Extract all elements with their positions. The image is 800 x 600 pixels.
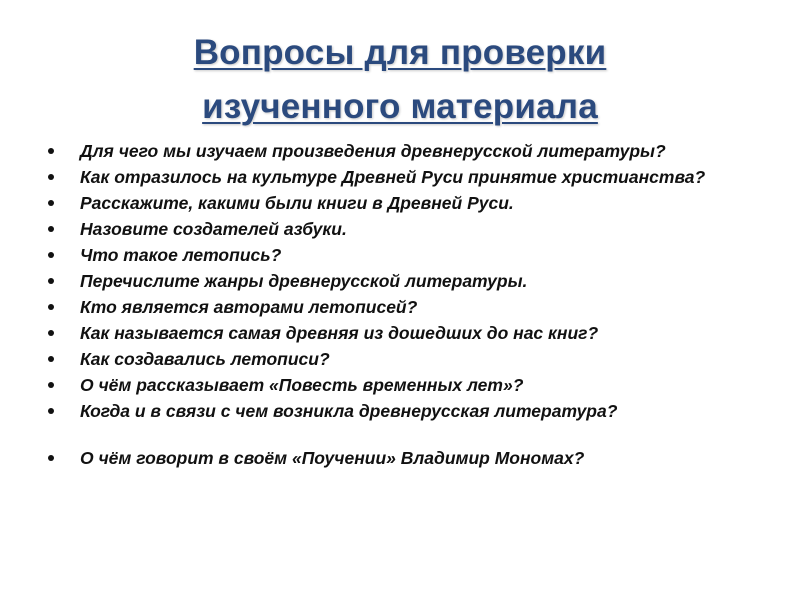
- bullet-icon: [48, 330, 54, 336]
- title-line-2: изученного материала: [202, 87, 598, 126]
- list-item: [48, 270, 783, 293]
- bullet-icon: [48, 174, 54, 180]
- list-item: [48, 218, 783, 241]
- list-item: [48, 296, 783, 319]
- question-text: О чём рассказывает «Повесть временных лет»?: [80, 375, 524, 395]
- question-text: Расскажите, какими были книги в Древней Руси.: [80, 193, 514, 213]
- question-text: Перечислите жанры древнерусской литературы.: [80, 271, 528, 291]
- question-text: О чём говорит в своём «Поучении» Владимир Мономах?: [80, 448, 585, 468]
- list-item: [48, 400, 783, 423]
- title-line-1: Вопросы для проверки: [193, 33, 607, 72]
- question-text: Когда и в связи с чем возникла древнерусская литература?: [80, 401, 618, 421]
- bullet-icon: [48, 455, 54, 461]
- bullet-icon: [48, 252, 54, 258]
- bullet-icon: [48, 304, 54, 310]
- list-item: [48, 374, 783, 397]
- question-text: Что такое летопись?: [80, 245, 282, 265]
- bullet-icon: [48, 278, 54, 284]
- bullet-icon: [48, 148, 54, 154]
- list-item: [48, 322, 783, 345]
- question-text: Как создавались летописи?: [80, 349, 330, 369]
- list-item: [48, 348, 783, 371]
- bullet-icon: [48, 356, 54, 362]
- question-text: Как называется самая древняя из дошедших до нас книг?: [80, 323, 599, 343]
- bullet-icon: [48, 408, 54, 414]
- question-list: [48, 140, 783, 473]
- page-title: [0, 26, 800, 134]
- bullet-icon: [48, 226, 54, 232]
- list-item: [48, 166, 783, 189]
- question-text: Для чего мы изучаем произведения древнерусской литературы?: [80, 141, 666, 161]
- list-item: [48, 244, 783, 267]
- question-text: Кто является авторами летописей?: [80, 297, 418, 317]
- list-item: [48, 447, 783, 470]
- list-item: [48, 140, 783, 163]
- question-text: Как отразилось на культуре Древней Руси принятие христианства?: [80, 167, 706, 187]
- list-item: [48, 192, 783, 215]
- bullet-icon: [48, 200, 54, 206]
- question-text: Назовите создателей азбуки.: [80, 219, 347, 239]
- bullet-icon: [48, 382, 54, 388]
